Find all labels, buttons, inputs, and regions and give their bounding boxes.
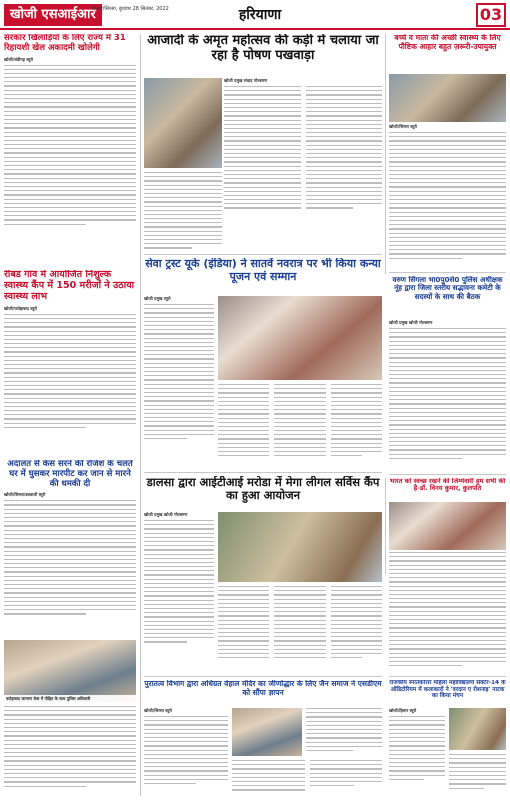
headline: अदालत से केस सरने की रंजिश के चलते घर में घुसकर मारपीट कर जान से मारने की धमकी दी [7, 460, 133, 489]
section-divider [144, 254, 382, 255]
photo-nutrition-event [144, 78, 222, 168]
byline: खोजी/चंडीगढ़ ब्यूरो [4, 56, 34, 62]
column-divider [140, 34, 141, 796]
article-clean-india-body [389, 552, 506, 672]
article-mother-child-headline [389, 34, 506, 72]
headline: भारत को स्वच्छ रखने की जिम्मेवारी हम सभी की है-डॉ. विनय कुमार, कुलपति [389, 478, 506, 493]
article-clean-india-headline [389, 478, 506, 500]
photo-police [4, 640, 136, 702]
photo-nutrition-meeting [389, 74, 506, 122]
article-kanya-pujan-body-2 [218, 384, 382, 468]
byline: खोजी/फतेहाबाद ब्यूरो [4, 305, 37, 311]
photo-drama [449, 708, 506, 750]
article-temple-body [144, 708, 228, 796]
headline: डालसा द्वारा आईटीआई मरोडा में मेगा लीगल सर्विस कैंप का हुआ आयोजन [146, 476, 380, 503]
section-divider [389, 676, 506, 677]
byline: खोजी/सिरसा/डबवाली ब्यूरो [4, 492, 46, 498]
byline: खोजी प्रमुख खोजी गोल्डमण [144, 512, 188, 517]
article-sports-academy [4, 34, 136, 254]
article-college-drama-headline [389, 680, 506, 706]
article-body [4, 65, 136, 225]
article-body [224, 86, 382, 212]
byline: खोजी प्रमुख ब्यूरो [144, 296, 171, 301]
headline: सेवा ट्रस्ट यूके (इंडिया) ने सातवें नवरात्र पर भी किया कन्या पूजन एवं सम्मान [145, 258, 381, 283]
article-continued [4, 706, 136, 796]
photo-legal-camp [218, 512, 382, 582]
photo-clean-india [389, 502, 506, 550]
headline: वरुण सिंगला भा0पु0से0 पुलिस अधीक्षक नूंह द्वारा जिला स्तरीय सद्भावना कमेटी के सदस्यों के साथ की बैठक [392, 276, 503, 301]
edition-date: हिसार/सिरसा, बुधवार 28 सितंबर, 2022 [92, 6, 169, 12]
byline: खोजी/सिरसा ब्यूरो [389, 124, 417, 129]
section-divider [389, 474, 506, 475]
byline: खोजी/सिरसा ब्यूरो [144, 708, 172, 713]
article-body [4, 500, 136, 614]
headline: बच्चे व माता की अच्छी स्वास्थ्य के लिए पौष्टिक आहार बहुत ज़रूरी-उपायुक्त [394, 34, 501, 51]
article-legal-camp-body-2 [218, 586, 382, 672]
photo-kanya-pujan [218, 296, 382, 380]
page-number: 03 [476, 3, 506, 27]
article-nutrition-body [224, 78, 382, 248]
article-sp-meeting-body [389, 320, 506, 470]
headline: पुरातत्व विभाग द्वारा अधिग्रत वेहाल मंदिर का जीर्णोद्धार के लिए जैन समाज ने एसडीएम को सौंपा ज्ञापन [144, 680, 382, 697]
section-divider [144, 472, 382, 473]
section-divider [144, 676, 382, 677]
newspaper-logo: खोजी एसआईआर [4, 4, 102, 26]
masthead [0, 0, 510, 30]
byline: खोजी/हिसार ब्यूरो [389, 708, 417, 713]
photo-temple [232, 708, 302, 756]
article-temple-headline [144, 680, 382, 706]
article-nutrition-body-2 [144, 172, 222, 252]
headline: सरकार खिलाड़ियों के लिए राज्य में 31 रिहायशी खेल अकादमी खोलेगी [4, 34, 126, 53]
article-legal-camp-body [144, 512, 214, 672]
headline: आजादी के अमृत महोत्सव की कड़ी में चलाया जा रहा है पोषण पखवाड़ा [147, 34, 379, 63]
byline: खोजी प्रमुख संवाद गोल्डमण [224, 78, 268, 83]
article-kanya-pujan-headline [144, 258, 382, 292]
article-college-drama-body [389, 708, 445, 796]
photo-caption: फतेहाबाद जागरण केस में पीड़ित के साथ पुलिस अधिकारी [4, 695, 136, 702]
article-legal-camp-headline [144, 476, 382, 508]
article-kanya-pujan-body [144, 296, 214, 468]
byline: खोजी प्रमुख खोजी गोल्डमण [389, 320, 433, 325]
article-sp-meeting-headline [389, 276, 506, 318]
section-divider [389, 272, 506, 273]
article-health-camp [4, 270, 136, 456]
article-mother-child-body [389, 124, 506, 270]
headline: राजकीय स्नातकोत्तर महिला महाविद्यालय सेक्टर-14 के ऑडिटोरियम में कलाकारों ने 'वरदान ए रोशनाइ' नाटक का किया मंचन [389, 680, 506, 700]
article-body [4, 314, 136, 428]
article-temple-body-2 [232, 760, 382, 796]
article-college-drama-body-2 [449, 754, 506, 796]
article-temple-body-3 [306, 708, 382, 758]
section-title: हरियाणा [238, 7, 282, 23]
headline: रीबड गांव में आयोजित निशुल्क स्वास्थ्य कैंप में 150 मरीजों ने उठाया स्वास्थ्य लाभ [4, 270, 135, 302]
article-nutrition-fortnight-headline [144, 34, 382, 76]
column-divider [385, 478, 386, 574]
column-divider [385, 34, 386, 274]
